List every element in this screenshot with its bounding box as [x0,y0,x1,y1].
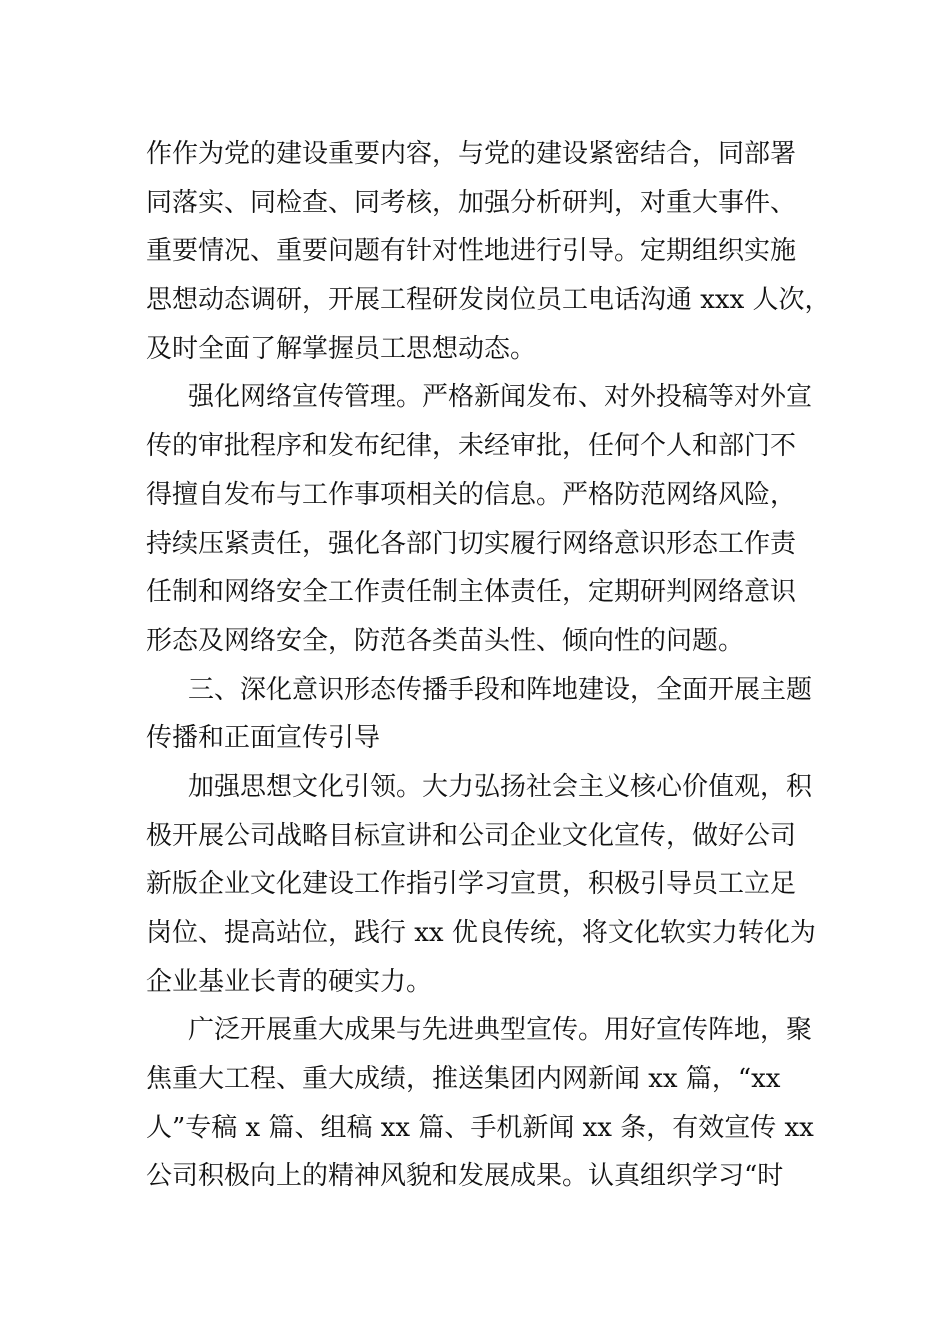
text-line: 形态及网络安全，防范各类苗头性、倾向性的问题。 [146,625,745,656]
section-heading-line: 传播和正面宣传引导 [146,723,381,754]
document-body [146,130,831,1201]
text-line: 得擅自发布与工作事项相关的信息。严格防范网络风险， [146,479,797,510]
text-line: 岗位、提高站位，践行 xx 优良传统，将文化软实力转化为 [146,918,816,948]
text-line: 人”专稿 x 篇、组稿 xx 篇、手机新闻 xx 条，有效宣传 xx [146,1112,814,1143]
text-line: 重要情况、重要问题有针对性地进行引导。定期组织实施 [146,236,797,267]
text-line: 企业基业长青的硬实力。 [146,966,433,997]
text-line: 及时全面了解掌握员工思想动态。 [146,333,537,364]
text-line: 持续压紧责任，强化各部门切实履行网络意识形态工作责 [146,528,797,559]
section-heading-line: 三、深化意识形态传播手段和阵地建设，全面开展主题 [188,674,813,705]
text-line: 公司积极向上的精神风貌和发展成果。认真组织学习“时 [146,1161,784,1192]
text-line: 新版企业文化建设工作指引学习宣贯，积极引导员工立足 [146,869,797,900]
text-line: 任制和网络安全工作责任制主体责任，定期研判网络意识 [146,577,797,608]
paragraph-heading-line: 加强思想文化引领。大力弘扬社会主义核心价值观，积 [188,771,813,802]
paragraph-heading-line: 广泛开展重大成果与先进典型宣传。用好宣传阵地，聚 [188,1015,813,1046]
text-line: 同落实、同检查、同考核，加强分析研判，对重大事件、 [146,187,797,218]
text-line: 作作为党的建设重要内容，与党的建设紧密结合，同部署 [146,139,797,169]
text-line: 极开展公司战略目标宣讲和公司企业文化宣传，做好公司 [146,820,797,851]
paragraph-heading-line: 强化网络宣传管理。严格新闻发布、对外投稿等对外宣 [188,382,813,413]
text-line: 传的审批程序和发布纪律，未经审批，任何个人和部门不 [146,431,797,462]
text-line: 焦重大工程、重大成绩，推送集团内网新闻 xx 篇，“xx [146,1064,781,1095]
text-line: 思想动态调研，开展工程研发岗位员工电话沟通 xxx 人次， [146,285,831,316]
